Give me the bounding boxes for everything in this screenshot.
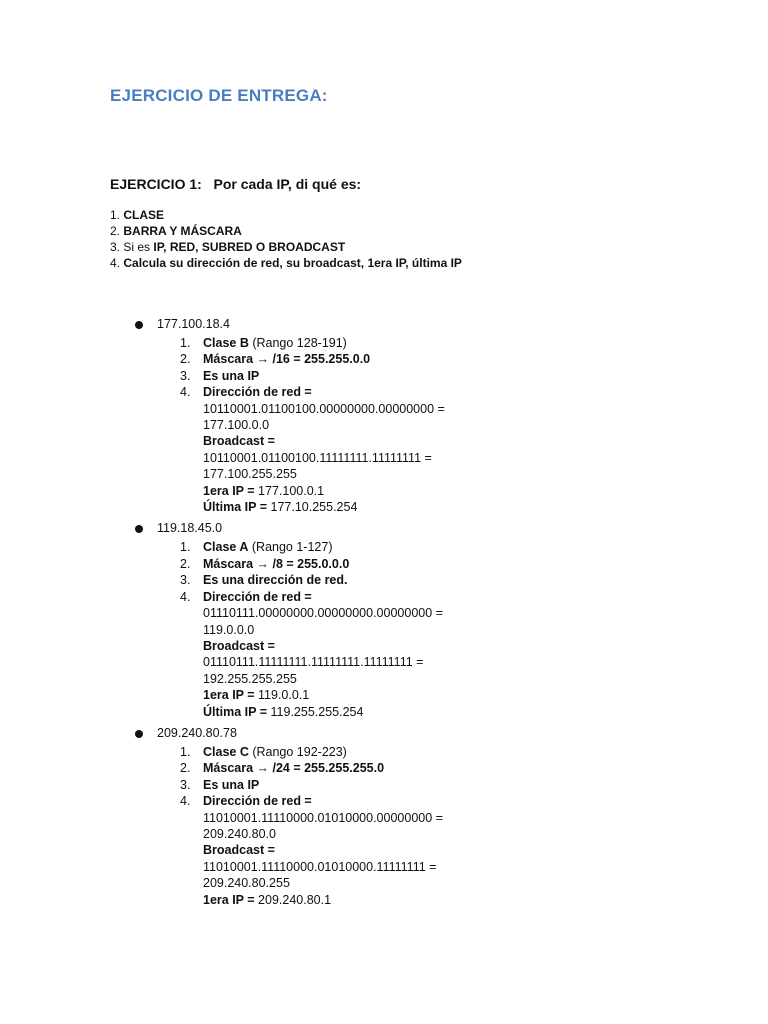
detail-plain-text: (Rango 192-223) [248, 744, 347, 759]
detail-bold-text: 1era IP = [203, 892, 255, 907]
detail-bold-text: Última IP = [203, 500, 268, 515]
detail-line [203, 760, 473, 776]
detail-plain-text: 192.255.255.255 [203, 671, 297, 686]
detail-plain-text: 10110001.01100100.00000000.00000000 = [203, 401, 445, 416]
bullet-dot [135, 321, 143, 329]
instruction-plain-text: Si es [123, 240, 154, 254]
ip-address: 119.18.45.0 [157, 521, 223, 536]
detail-number: 4. [180, 589, 191, 604]
detail-line [203, 499, 473, 515]
detail-bold-text: Broadcast = [203, 638, 275, 653]
detail-plain-text: 01110111.00000000.00000000.00000000 = [203, 606, 443, 621]
detail-bold-text: Broadcast = [203, 843, 275, 858]
instruction-bold-text: Calcula su dirección de red, su broadcast, 1era IP, última IP [123, 256, 462, 270]
ip-detail-item [0, 351, 473, 367]
detail-line [203, 654, 473, 670]
detail-bold-text: Última IP = [203, 704, 268, 719]
ip-detail-item [0, 777, 473, 793]
detail-plain-text: 209.240.80.255 [203, 876, 290, 891]
ip-detail-item [0, 335, 473, 351]
detail-line [203, 433, 473, 449]
detail-bold-text: Es una IP [203, 368, 260, 383]
ip-detail-list [0, 725, 473, 908]
ip-detail-item [0, 744, 473, 760]
detail-line [203, 417, 473, 433]
instruction-item [110, 207, 462, 223]
ip-detail-list [0, 316, 473, 515]
instruction-number: 3. [110, 240, 121, 254]
detail-line [203, 384, 473, 400]
detail-line [203, 605, 473, 621]
detail-number: 2. [180, 761, 191, 776]
detail-bold-text: Clase C [203, 744, 249, 759]
detail-line [203, 466, 473, 482]
detail-plain-text: 11010001.11110000.01010000.11111111 = [203, 859, 437, 874]
detail-line [203, 687, 473, 703]
exercise-prompt: Por cada IP, di qué es: [213, 176, 362, 192]
instruction-bold-text: CLASE [123, 208, 165, 222]
instruction-item [110, 239, 462, 255]
detail-line [203, 483, 473, 499]
ip-item [0, 725, 473, 908]
detail-line [203, 826, 473, 842]
detail-bold-text: 1era IP = [203, 688, 255, 703]
detail-bold-text: 1era IP = [203, 483, 255, 498]
ip-detail-item [0, 556, 473, 572]
detail-number: 2. [180, 556, 191, 571]
detail-plain-text: 177.10.255.254 [267, 500, 358, 515]
detail-line [203, 671, 473, 687]
document-title: EJERCICIO DE ENTREGA: [110, 86, 328, 105]
detail-bold-text: Dirección de red = [203, 385, 312, 400]
detail-number: 1. [180, 540, 191, 555]
detail-bold-text: Máscara → /24 = 255.255.255.0 [203, 761, 385, 776]
detail-bold-text: Es una IP [203, 777, 260, 792]
ip-list [0, 316, 473, 913]
detail-bold-text: Broadcast = [203, 434, 275, 449]
detail-bold-text: Clase A [203, 540, 249, 555]
detail-number: 2. [180, 352, 191, 367]
detail-bold-text: Dirección de red = [203, 589, 312, 604]
detail-line [203, 810, 473, 826]
exercise-heading [110, 176, 361, 192]
ip-detail-item [0, 589, 473, 720]
detail-line [203, 556, 473, 572]
detail-number: 1. [180, 744, 191, 759]
detail-line [203, 351, 473, 367]
detail-plain-text: 177.100.0.1 [254, 483, 325, 498]
detail-line [203, 368, 473, 384]
detail-line [203, 744, 473, 760]
detail-plain-text: 10110001.01100100.11111111.11111111 = [203, 450, 432, 465]
instruction-number: 2. [110, 224, 121, 238]
ip-address: 209.240.80.78 [157, 725, 237, 740]
detail-number: 4. [180, 794, 191, 809]
instruction-number: 4. [110, 256, 121, 270]
detail-plain-text: (Rango 1-127) [248, 540, 333, 555]
instruction-item [110, 255, 462, 271]
exercise-label: EJERCICIO 1: [110, 176, 202, 192]
detail-bold-text: Dirección de red = [203, 794, 312, 809]
detail-bold-text: Clase B [203, 336, 249, 350]
instruction-item [110, 223, 462, 239]
detail-plain-text: 11010001.11110000.01010000.00000000 = [203, 810, 443, 825]
detail-number: 3. [180, 777, 191, 792]
ip-detail-item [0, 793, 473, 908]
detail-plain-text: 119.0.0.0 [203, 622, 255, 637]
detail-line [203, 450, 473, 466]
instruction-list [110, 207, 462, 271]
detail-plain-text: 209.240.80.1 [254, 892, 332, 907]
detail-line [203, 539, 473, 555]
detail-line [203, 638, 473, 654]
detail-line [203, 401, 473, 417]
detail-line [203, 335, 473, 351]
ip-detail-item [0, 368, 473, 384]
ip-address: 177.100.18.4 [157, 317, 230, 331]
detail-line [203, 892, 473, 908]
detail-line [203, 777, 473, 793]
bullet-dot [135, 730, 143, 738]
detail-bold-text: Máscara → /16 = 255.255.0.0 [203, 352, 371, 367]
instruction-number: 1. [110, 208, 121, 222]
detail-plain-text: 177.100.0.0 [203, 418, 270, 433]
ip-detail-list [0, 520, 473, 719]
detail-bold-text: Es una dirección de red. [203, 573, 348, 588]
detail-bold-text: Máscara → /8 = 255.0.0.0 [203, 556, 350, 571]
instruction-bold-text: BARRA Y MÁSCARA [123, 224, 242, 238]
detail-line [203, 704, 473, 720]
ip-item [0, 316, 473, 515]
ip-detail-item [0, 760, 473, 776]
detail-line [203, 859, 473, 875]
detail-number: 3. [180, 573, 191, 588]
detail-plain-text: (Rango 128-191) [248, 336, 347, 350]
detail-line [203, 622, 473, 638]
detail-line [203, 875, 473, 891]
detail-plain-text: 01110111.11111111.11111111.11111111 = [203, 655, 424, 670]
ip-detail-item [0, 384, 473, 515]
ip-detail-item [0, 539, 473, 555]
detail-number: 3. [180, 368, 191, 383]
detail-plain-text: 119.0.0.1 [254, 688, 310, 703]
detail-plain-text: 119.255.255.254 [267, 704, 364, 719]
detail-line [203, 842, 473, 858]
detail-line [203, 572, 473, 588]
detail-line [203, 793, 473, 809]
detail-number: 1. [180, 336, 191, 350]
ip-detail-item [0, 572, 473, 588]
detail-plain-text: 209.240.80.0 [203, 826, 276, 841]
instruction-bold-text: IP, RED, SUBRED O BROADCAST [153, 240, 346, 254]
detail-plain-text: 177.100.255.255 [203, 467, 297, 482]
detail-number: 4. [180, 385, 191, 400]
detail-line [203, 589, 473, 605]
ip-item [0, 520, 473, 719]
